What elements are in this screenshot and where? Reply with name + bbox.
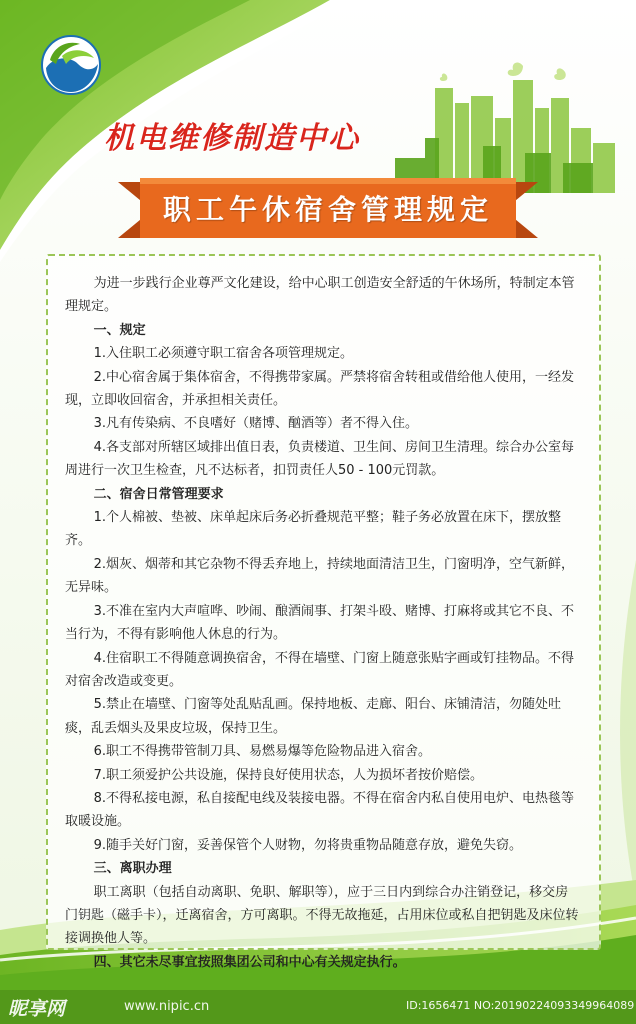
city-skyline-graphic bbox=[395, 58, 625, 193]
list-item: 3.不准在室内大声喧哗、吵闹、酿酒闹事、打架斗殴、赌博、打麻将或其它不良、不当行为，不得有影响他人休息的行为。 bbox=[65, 603, 574, 643]
list-item: 2.烟灰、烟蒂和其它杂物不得丢弃地上，持续地面清洁卫生，门窗明净，空气新鲜，无异味。 bbox=[65, 556, 574, 596]
section-1-heading: 一、规定 bbox=[93, 322, 146, 338]
list-item: 6.职工不得携带管制刀具、易燃易爆等危险物品进入宿舍。 bbox=[93, 744, 431, 760]
section-4-heading: 四、其它未尽事宜按照集团公司和中心有关规定执行。 bbox=[93, 954, 406, 970]
section-3-heading: 三、离职办理 bbox=[93, 861, 172, 877]
organization-name: 机电维修制造中心 bbox=[104, 121, 360, 156]
watermark-url: www.nipic.cn bbox=[124, 999, 210, 1014]
list-item: 5.禁止在墙壁、门窗等处乱贴乱画。保持地板、走廊、阳台、床铺清洁，勿随处吐痰，乱丢烟头及果皮垃圾，保持卫生。 bbox=[65, 697, 561, 736]
section-2-heading: 二、宿舍日常管理要求 bbox=[93, 486, 224, 502]
intro-paragraph: 为进一步践行企业尊严文化建设，给中心职工创造安全舒适的午休场所，特制定本管理规定。 bbox=[65, 276, 575, 315]
poster-title: 职工午休宿舍管理规定 bbox=[162, 193, 493, 226]
list-item: 1.入住职工必须遵守职工宿舍各项管理规定。 bbox=[93, 346, 353, 362]
watermark-logo: 昵享网 bbox=[8, 998, 66, 1020]
watermark-id: ID:1656471 NO:20190224093349964089 bbox=[406, 999, 635, 1012]
list-item: 2.中心宿舍属于集体宿舍，不得携带家属。严禁将宿舍转租或借给他人使用，一经发现，立即收回宿舍，并承担相关责任。 bbox=[65, 369, 574, 409]
list-item: 8.不得私接电源，私自接配电线及装接电器。不得在宿舍内私自使用电炉、电热毯等取暖设施。 bbox=[65, 790, 574, 830]
regulation-text-panel bbox=[46, 254, 601, 970]
list-item: 1.个人棉被、垫被、床单起床后务必折叠规范平整；鞋子务必放置在床下，摆放整齐。 bbox=[65, 510, 561, 549]
list-item: 4.住宿职工不得随意调换宿舍，不得在墙壁、门窗上随意张贴字画或钉挂物品。不得对宿舍改造或变更。 bbox=[65, 650, 574, 689]
list-item: 4.各支部对所辖区域排出值日表，负责楼道、卫生间、房间卫生清理。综合办公室每周进行一次卫生检查，凡不达标者，扣罚责任人50 - 100元罚款。 bbox=[65, 439, 574, 479]
list-item: 9.随手关好门窗，妥善保管个人财物，勿将贵重物品随意存放，避免失窃。 bbox=[93, 837, 522, 853]
company-logo bbox=[40, 34, 102, 96]
section-3-text: 职工离职（包括自动离职、免职、解职等），应于三日内到综合办注销登记，移交房门钥匙（磁手卡），迁离宿舍，方可离职。不得无故拖延，占用床位或私自把钥匙及床位转接调换他人等。 bbox=[65, 884, 579, 947]
list-item: 3.凡有传染病、不良嗜好（赌博、酗酒等）者不得入住。 bbox=[93, 416, 418, 432]
list-item: 7.职工须爱护公共设施，保持良好使用状态，人为损坏者按价赔偿。 bbox=[93, 767, 483, 783]
